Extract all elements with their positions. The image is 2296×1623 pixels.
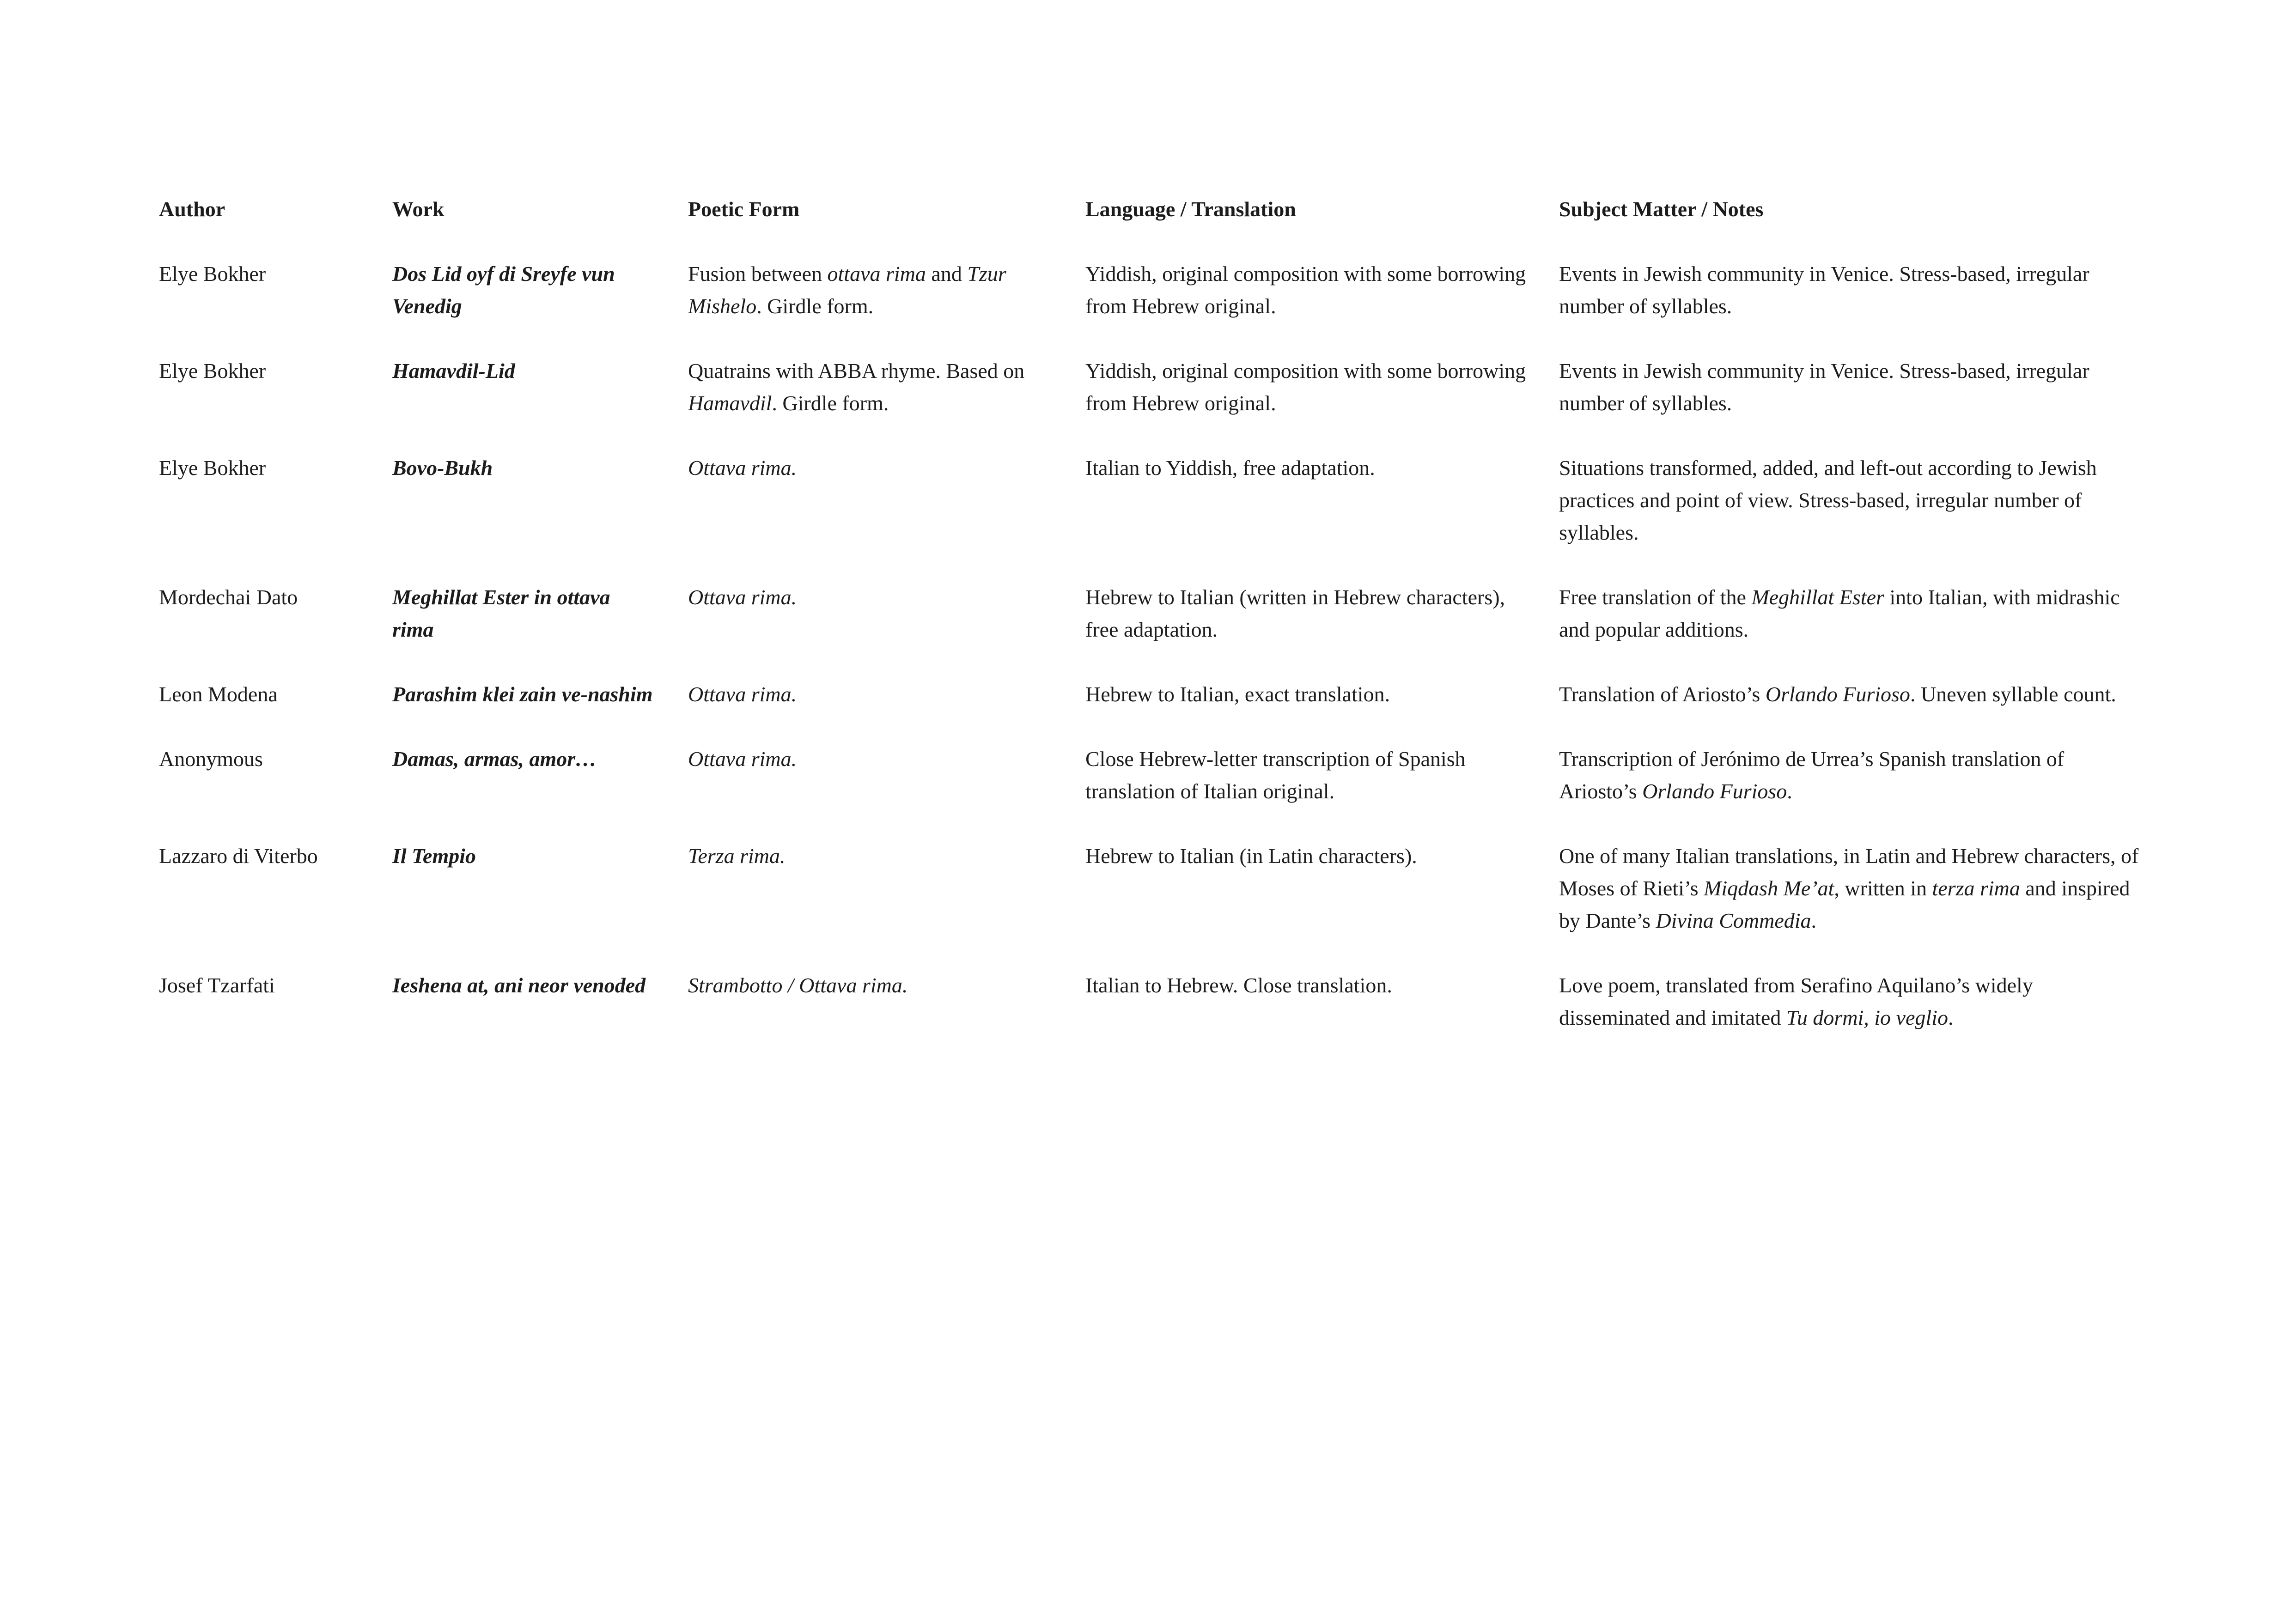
subject-matter-notes-cell: Events in Jewish community in Venice. Stress-based, irregular number of syllables. — [1559, 359, 2089, 415]
author-cell: Josef Tzarfati — [159, 973, 275, 997]
language-translation-cell: Italian to Hebrew. Close translation. — [1085, 973, 1392, 997]
subject-matter-notes-cell: Situations transformed, added, and left-out according to Jewish practices and point of view. Stress-based, irregular number of syllables. — [1559, 456, 2097, 544]
table-row — [159, 452, 2178, 581]
subject-matter-notes-cell: One of many Italian translations, in Latin and Hebrew characters, of Moses of Rieti’s Miqdash Me’at, written in terza rima and inspired by Dante’s Divina Commedia. — [1559, 844, 2139, 932]
language-translation-cell: Italian to Yiddish, free adaptation. — [1085, 456, 1375, 480]
poetic-form-cell: Ottava rima. — [688, 747, 797, 771]
poetic-form-cell: Quatrains with ABBA rhyme. Based on Hamavdil. Girdle form. — [688, 359, 1025, 415]
table-row — [159, 969, 2178, 1066]
column-header-author: Author — [159, 197, 225, 221]
subject-matter-notes-cell: Free translation of the Meghillat Ester into Italian, with midrashic and popular additions. — [1559, 585, 2120, 641]
table-row — [159, 581, 2178, 678]
poetic-form-cell: Ottava rima. — [688, 682, 797, 706]
poetic-form-cell: Ottava rima. — [688, 456, 797, 480]
table-row — [159, 743, 2178, 840]
poetic-form-cell: Ottava rima. — [688, 585, 797, 609]
table-row — [159, 678, 2178, 743]
work-title-cell: Ieshena at, ani neor venoded — [392, 973, 646, 997]
work-title-cell: Hamavdil-Lid — [392, 359, 515, 383]
column-header-work: Work — [392, 197, 445, 221]
work-title-cell: Il Tempio — [392, 844, 476, 868]
subject-matter-notes-cell: Translation of Ariosto’s Orlando Furioso. Uneven syllable count. — [1559, 682, 2116, 706]
column-header-poetic-form: Poetic Form — [688, 197, 800, 221]
author-cell: Elye Bokher — [159, 456, 266, 480]
subject-matter-notes-cell: Transcription of Jerónimo de Urrea’s Spanish translation of Ariosto’s Orlando Furioso. — [1559, 747, 2065, 803]
subject-matter-notes-cell: Events in Jewish community in Venice. Stress-based, irregular number of syllables. — [1559, 262, 2089, 318]
work-title-cell: Bovo-Bukh — [392, 456, 493, 480]
poetic-form-cell: Strambotto / Ottava rima. — [688, 973, 908, 997]
poetic-form-cell: Terza rima. — [688, 844, 786, 868]
column-header-language-translation: Language / Translation — [1085, 197, 1296, 221]
language-translation-cell: Yiddish, original composition with some borrowing from Hebrew original. — [1085, 262, 1526, 318]
author-cell: Anonymous — [159, 747, 263, 771]
work-title-cell: Parashim klei zain ve-nashim — [392, 682, 653, 706]
column-header-subject-matter-notes: Subject Matter / Notes — [1559, 197, 1764, 221]
language-translation-cell: Hebrew to Italian (in Latin characters). — [1085, 844, 1417, 868]
language-translation-cell: Hebrew to Italian (written in Hebrew characters), free adaptation. — [1085, 585, 1505, 641]
language-translation-cell: Close Hebrew-letter transcription of Spanish translation of Italian original. — [1085, 747, 1466, 803]
author-cell: Leon Modena — [159, 682, 278, 706]
table-body — [159, 258, 2178, 1066]
table-row — [159, 355, 2178, 452]
work-title-cell: Damas, armas, amor… — [392, 747, 597, 771]
work-title-cell: Dos Lid oyf di Sreyfe vun Venedig — [392, 262, 615, 318]
author-cell: Elye Bokher — [159, 262, 266, 286]
table-row — [159, 840, 2178, 969]
language-translation-cell: Yiddish, original composition with some borrowing from Hebrew original. — [1085, 359, 1526, 415]
author-cell: Mordechai Dato — [159, 585, 298, 609]
header-row — [159, 193, 2178, 258]
table-row — [159, 258, 2178, 355]
poetic-form-cell: Fusion between ottava rima and Tzur Mishelo. Girdle form. — [688, 262, 1006, 318]
author-cell: Lazzaro di Viterbo — [159, 844, 318, 868]
language-translation-cell: Hebrew to Italian, exact translation. — [1085, 682, 1390, 706]
author-cell: Elye Bokher — [159, 359, 266, 383]
works-table — [159, 193, 2178, 1066]
work-title-cell: Meghillat Ester in ottava rima — [392, 585, 610, 641]
subject-matter-notes-cell: Love poem, translated from Serafino Aquilano’s widely disseminated and imitated Tu dormi, io veglio. — [1559, 973, 2033, 1029]
